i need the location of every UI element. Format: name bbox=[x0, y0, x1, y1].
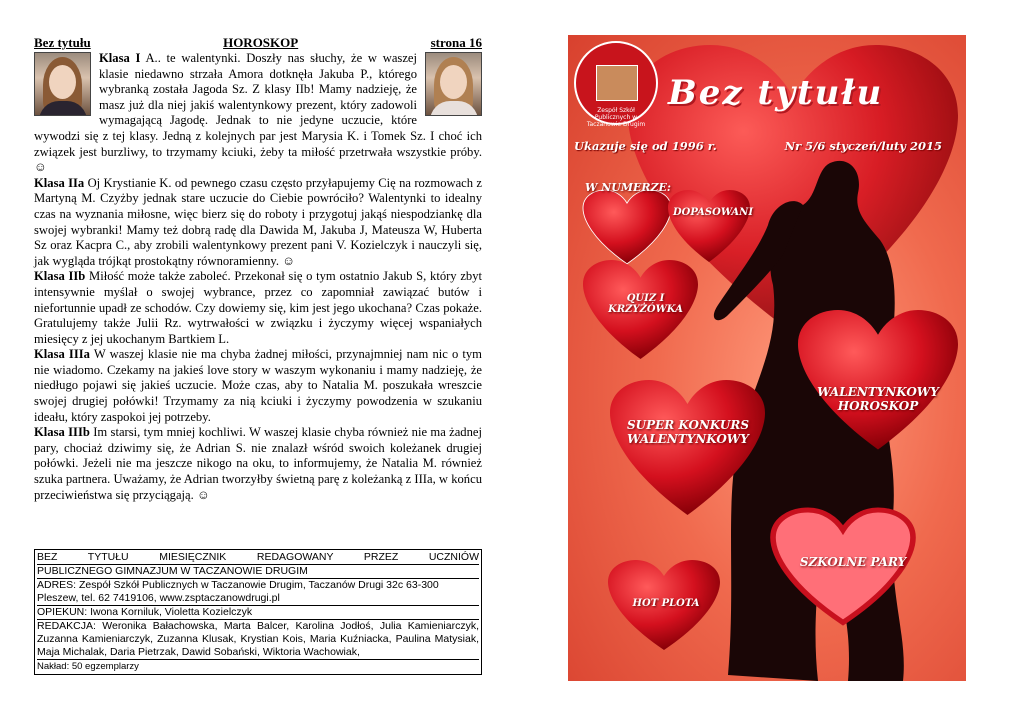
masthead-line2: PUBLICZNEGO GIMNAZJUM W TACZANOWIE DRUGIM bbox=[37, 565, 479, 579]
masthead-opiekun: OPIEKUN: Iwona Korniluk, Violetta Kozielczyk bbox=[37, 606, 479, 620]
student-photo-left bbox=[34, 52, 91, 116]
magazine-cover bbox=[568, 35, 966, 681]
cover-issue: Nr 5/6 styczeń/luty 2015 bbox=[784, 139, 942, 153]
masthead-naklad: Nakład: 50 egzemplarzy bbox=[37, 661, 139, 672]
student-photo-right bbox=[425, 52, 482, 116]
section-klasa-iib: Klasa IIb Miłość może także zaboleć. Przekonał się o tym ostatnio Jakub S, który zbyt intensywnie myślał o swojej wybrance, przez co zapomniał zawiązać butów i niefortunnie upadł ze schodów. Czy dowiemy się, kim jest jego ukochana? Czas pokaże. Gratulujemy także Julii Rz. wytrwałości w związku i życzymy więcej wspaniałych miesięcy z jej ukochanym Bartkiem L. bbox=[34, 269, 483, 346]
section-klasa-i: Klasa I A.. te walentynki. Doszły nas słuchy, że w waszej klasie niedawno strzała Amora dotknęła Jakuba P., którego wybranką została Jagoda Sz. Z klasy IIb! Mamy nadzieję, że masz już dla niej jakiś walentynkowy prezent, który zadowoli wymagającą Jagodę. Jednak to nie jedyne uczucie, które wywodzi się z tej klasy. Jedną z kolejnych par jest Marysia K. i Tomek Sz. I choć ich związek jest burzliwy, to trzymamy kciuki, żeby ta miłość przetrwała wszystkie próby.☺ bbox=[34, 51, 482, 175]
heart-dopasowani: DOPASOWANI bbox=[672, 207, 754, 218]
section-klasa-iiib: Klasa IIIb Im starsi, tym mniej kochliwi. W waszej klasie chyba również nie ma żadnej pary, chociaż dziwimy się, że Adrian S. nie znalazł wśród swoich koleżanek drugiej połówki. Jeżeli nie ma jeszcze nikogo na oku, to informujemy, że Natalia M. również szuka partnera. Uważamy, że Adrian tworzyłby świetną parę z koleżanką z IIIa, w końcu przeciwieństwa się przyciągają. ☺ bbox=[34, 425, 482, 502]
masthead-address: ADRES: Zespół Szkół Publicznych w Taczanowie Drugim, Taczanów Drugi 32c 63-300 Pleszew, tel. 62 7419106, www.zsptaczanowdrugi.pl bbox=[37, 579, 479, 606]
heart-horoskop: WALENTYNKOWY HOROSKOP bbox=[817, 385, 939, 413]
cover-artwork bbox=[568, 35, 966, 681]
masthead-redakcja: REDAKCJA: Weronika Bałachowska, Marta Balcer, Karolina Jodłoś, Julia Kamieniarczyk, Zuzanna Kamieniarczyk, Zuzanna Klusak, Krystian Kois, Maria Kuźniacka, Paulina Matysiak, Maja Michalak, Daria Pietrzak, Dawid Sobański, Wiktoria Wachowiak, bbox=[37, 620, 479, 658]
cover-since: Ukazuje się od 1996 r. bbox=[574, 139, 717, 153]
school-logo: Zespół Szkół Publicznych w Taczanowie Drugim bbox=[574, 41, 658, 125]
section-klasa-iiia: Klasa IIIa W waszej klasie nie ma chyba żadnej miłości, przynajmniej nam nic o tym nie wiadomo. Czekamy na jakieś love story w waszym wykonaniu i mamy nadzieję, że niedługo pojawi się jakieś uczucie. Może czas, aby to Natalia M. poszukała wreszcie swojej drugiej połówki! Trzymamy za nią kciuki i życzymy powodzenia w szukaniu ideału, który zaspokoi jej potrzeby. bbox=[34, 347, 482, 424]
header-right: strona 16 bbox=[430, 35, 482, 50]
heart-szkolne-pary: SZKOLNE PARY bbox=[799, 555, 907, 569]
page-header bbox=[34, 35, 482, 50]
heart-quiz: QUIZ I KRZYŻÓWKA bbox=[608, 293, 683, 315]
section-klasa-iia: Klasa IIa Oj Krystianie K. od pewnego czasu często przyłapujemy Cię na rozmowach z Martyną M. Czyżby jednak stare uczucie do Ciebie powróciło? Walentynki to idealny czas na wyznania miłosne, więc bierz się do roboty i przygotuj jakąś niespodziankę dla swojej wybranki! Mamy też dobrą radę dla Dawida M, Jakuba J, Mateusza W, Huberta Sz oraz Kacpra C., aby zrobili walentynkowy prezent pani V. Kozielczyk i nauczyli się, jak wygląda trójkąt prostokątny równoramienny. ☺ bbox=[34, 175, 482, 268]
horoscope-body bbox=[34, 51, 482, 503]
masthead-line1: BEZ TYTUŁU MIESIĘCZNIK REDAGOWANY PRZEZ UCZNIÓW bbox=[37, 551, 479, 563]
left-page bbox=[34, 35, 482, 503]
heart-w-numerze: W NUMERZE: bbox=[584, 181, 671, 194]
header-center: HOROSKOP bbox=[223, 35, 299, 50]
cover-title: Bez tytułu bbox=[668, 73, 884, 113]
header-left: Bez tytułu bbox=[34, 35, 91, 50]
heart-konkurs: SUPER KONKURS WALENTYNKOWY bbox=[626, 418, 750, 446]
heart-hot-plota: HOT PLOTA bbox=[632, 598, 700, 609]
masthead-box bbox=[34, 549, 482, 675]
